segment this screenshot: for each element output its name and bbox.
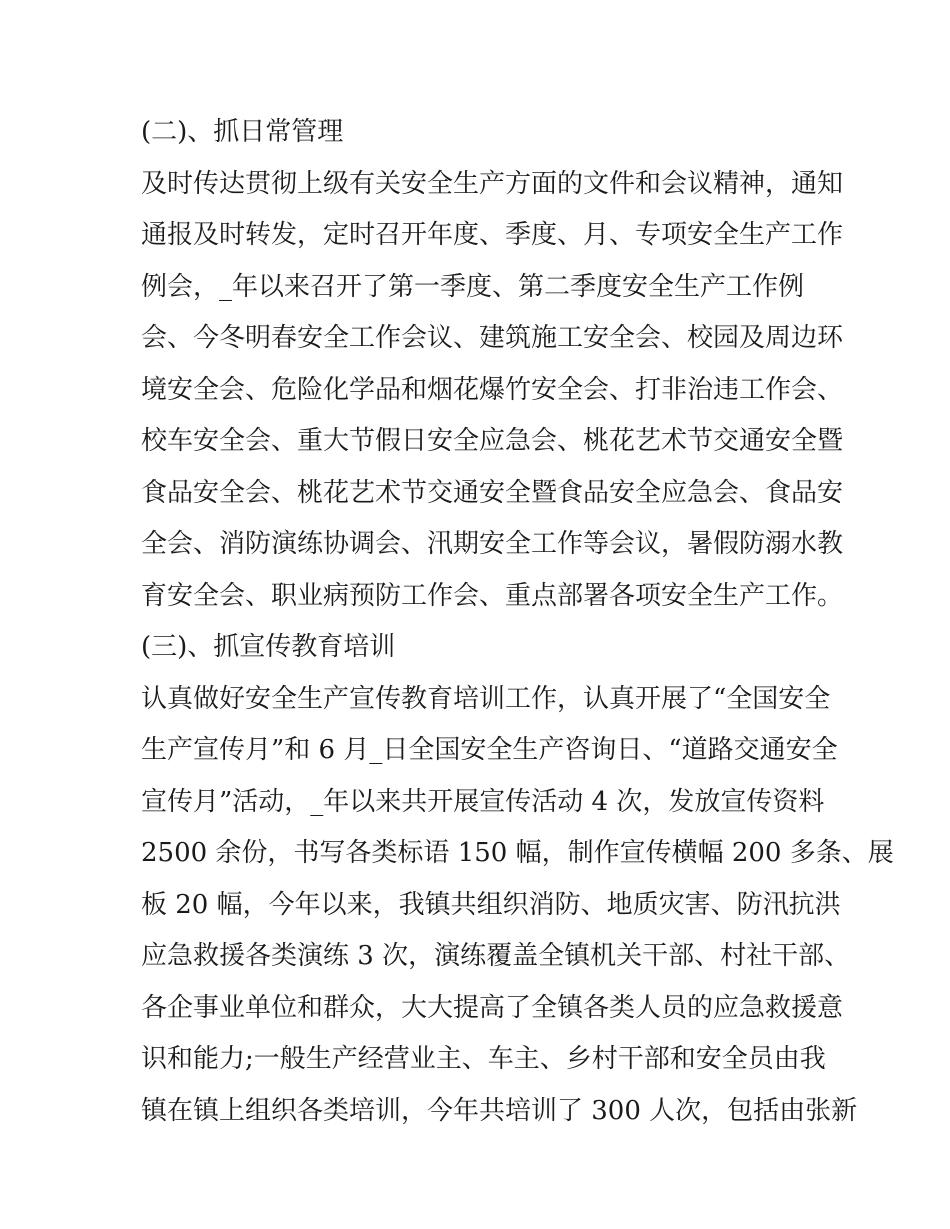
paragraph-line: 育安全会、职业病预防工作会、重点部署各项安全生产工作。 — [141, 580, 844, 611]
document-body — [141, 107, 894, 1137]
paragraph-line: 食品安全会、桃花艺术节交通安全暨食品安全应急会、食品安 — [141, 477, 844, 508]
paragraph-line: 通报及时转发，定时召开年度、季度、月、专项安全生产工作 — [141, 220, 844, 250]
section-heading-daily-management: (二)、抓日常管理 — [141, 117, 344, 147]
paragraph-line: 例会，_年以来召开了第一季度、第二季度安全生产工作例 — [141, 271, 805, 302]
paragraph-line: 生产宣传月”和 6 月_日全国安全生产咨询日、“道路交通安全 — [141, 735, 838, 765]
paragraph-line: 及时传达贯彻上级有关安全生产方面的文件和会议精神，通知 — [141, 168, 844, 199]
paragraph-line: 宣传月”活动，_年以来共开展宣传活动 4 次，发放宣传资料 — [141, 786, 825, 817]
paragraph-line: 各企事业单位和群众，大大提高了全镇各类人员的应急救援意 — [141, 992, 844, 1023]
paragraph-line: 校车安全会、重大节假日安全应急会、桃花艺术节交通安全暨 — [141, 426, 844, 456]
paragraph-line: 识和能力;一般生产经营业主、车主、乡村干部和安全员由我 — [141, 1044, 826, 1074]
paragraph-line: 认真做好安全生产宣传教育培训工作，认真开展了“全国安全 — [141, 683, 831, 714]
section-heading-publicity-training: (三)、抓宣传教育培训 — [141, 632, 396, 662]
paragraph-line: 板 20 幅，今年以来，我镇共组织消防、地质灾害、防汛抗洪 — [141, 889, 841, 920]
paragraph-line: 应急救援各类演练 3 次，演练覆盖全镇机关干部、村社干部、 — [141, 941, 851, 971]
paragraph-line: 2500 余份，书写各类标语 150 幅，制作宣传横幅 200 多条、展 — [141, 838, 894, 868]
paragraph-line: 镇在镇上组织各类培训，今年共培训了 300 人次，包括由张新 — [141, 1095, 858, 1126]
paragraph-line: 境安全会、危险化学品和烟花爆竹安全会、打非治违工作会、 — [141, 374, 844, 405]
paragraph-line: 会、今冬明春安全工作会议、建筑施工安全会、校园及周边环 — [141, 323, 844, 353]
paragraph-line: 全会、消防演练协调会、汛期安全工作等会议，暑假防溺水教 — [141, 529, 844, 559]
